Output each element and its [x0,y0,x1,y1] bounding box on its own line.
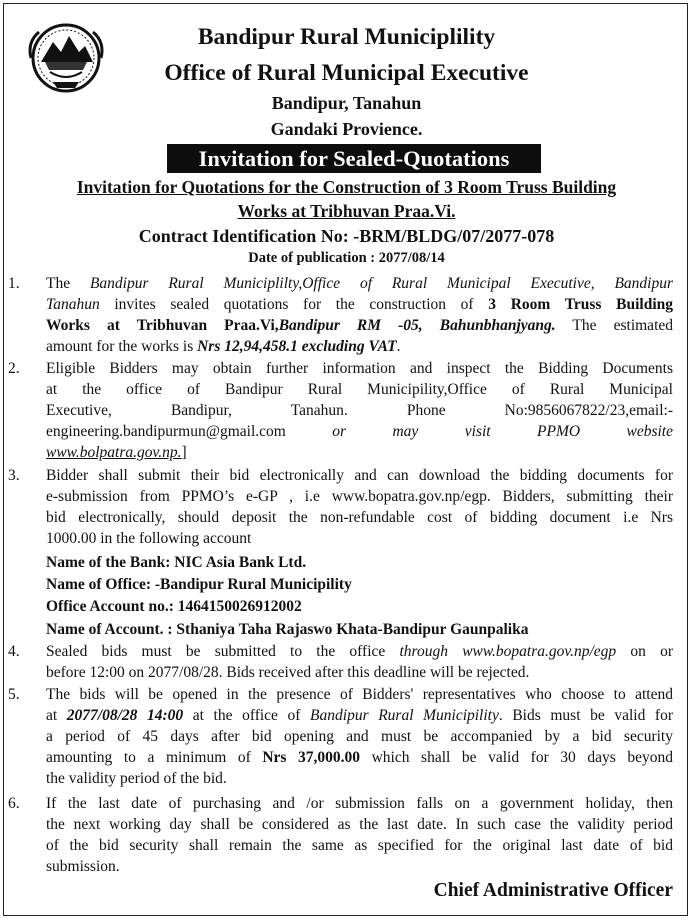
clause-line: at the office of Bandipur Rural Municipility,Office of Rural Municipal [46,381,673,398]
clause-line: Eligible Bidders may obtain further information and inspect the Bidding Documents [46,360,673,377]
clause-line: If the last date of purchasing and /or submission falls on a government holiday, then [46,795,673,812]
clause-line: at 2077/08/28 14:00 at the office of Bandipur Rural Municipility. Bids must be valid for [46,707,673,724]
contact-email[interactable]: engineering.bandipurmun@gmail.com [46,423,333,440]
egp-link[interactable]: through www.bopatra.gov.np/egp [399,643,617,660]
website-link[interactable]: www.bolpatra.gov.np. [46,444,182,461]
clause-line: amount for the works is Nrs 12,94,458.1 excluding VAT. [46,338,401,355]
clause-line: bid electronically, should deposit the non-refundable cost of bidding document i.e Nrs [46,509,673,526]
bank-name: Name of the Bank: NIC Asia Bank Ltd. [46,554,307,571]
clause-line: submission. [46,858,120,875]
clause-line: e-submission from PPMO’s e-GP , i.e www.bopatra.gov.np/egp. Bidders, submitting their [46,488,673,505]
header-office: Office of Rural Municipal Executive [164,60,529,86]
clause-line: engineering.bandipurmun@gmail.com or may visit PPMO website [46,423,673,440]
clause-line: The Bandipur Rural Municiplilty,Office of Rural Municipal Executive, Bandipur [46,275,673,292]
contract-identification: Contract Identification No: -BRM/BLDG/07/2077-078 [138,226,555,246]
publication-date: Date of publication : 2077/08/14 [248,250,445,266]
clause-number: 5. [8,686,20,703]
clause-line: Sealed bids must be submitted to the office through www.bopatra.gov.np/egp on or [46,643,673,660]
clause-line: Executive, Bandipur, Tanahun. Phone No:9856067822/23,email:- [46,402,673,419]
clause-number: 4. [8,643,20,660]
clause-line: the next working day shall be considered as the last date. In such case the validity period [46,816,673,833]
clause-line: of the bid security shall remain the same as specified for the original last date of bid [46,837,673,854]
header-province: Gandaki Provience. [270,119,423,139]
clause-line: Works at Tribhuvan Praa.Vi,Bandipur RM -05, Bahunbhanjyang. The estimated [46,317,673,334]
signature-title: Chief Administrative Officer [433,880,673,901]
subtitle-line-1: Invitation for Quotations for the Construction of 3 Room Truss Building [76,177,617,197]
clause-line: before 12:00 on 2077/08/28. Bids received after this deadline will be rejected. [46,664,530,681]
header-title: Bandipur Rural Municiplility [197,24,496,50]
clause-line: amounting to a minimum of Nrs 37,000.00 which shall be valid for 30 days beyond [46,749,673,766]
account-number: Office Account no.: 1464150026912002 [46,598,302,615]
clause-number: 6. [8,795,20,812]
clause-line: The bids will be opened in the presence of Bidders' representatives who choose to attend [46,686,673,703]
notice-banner: Invitation for Sealed-Quotations [167,144,541,173]
header-location: Bandipur, Tanahun [271,93,422,113]
account-name: Name of Account. : Sthaniya Taha Rajaswo Khata-Bandipur Gaunpalika [46,621,529,638]
clause-line: 1000.00 in the following account [46,530,252,547]
subtitle-line-2: Works at Tribhuvan Praa.Vi. [237,201,456,221]
clause-number: 2. [8,360,20,377]
clause-number: 3. [8,467,20,484]
clause-line: the validity period of the bid. [46,770,227,787]
clause-line: Bidder shall submit their bid electronically and can download the bidding documents for [46,467,673,484]
clause-line: www.bolpatra.gov.np.] [46,444,187,461]
clause-line: a period of 45 days after bid opening and must be accompanied by a bid security [46,728,673,745]
clause-line: Tanahun invites sealed quotations for the construction of 3 Room Truss Building [46,296,673,313]
office-name: Name of Office: -Bandipur Rural Municipility [46,576,352,593]
clause-number: 1. [8,275,20,292]
